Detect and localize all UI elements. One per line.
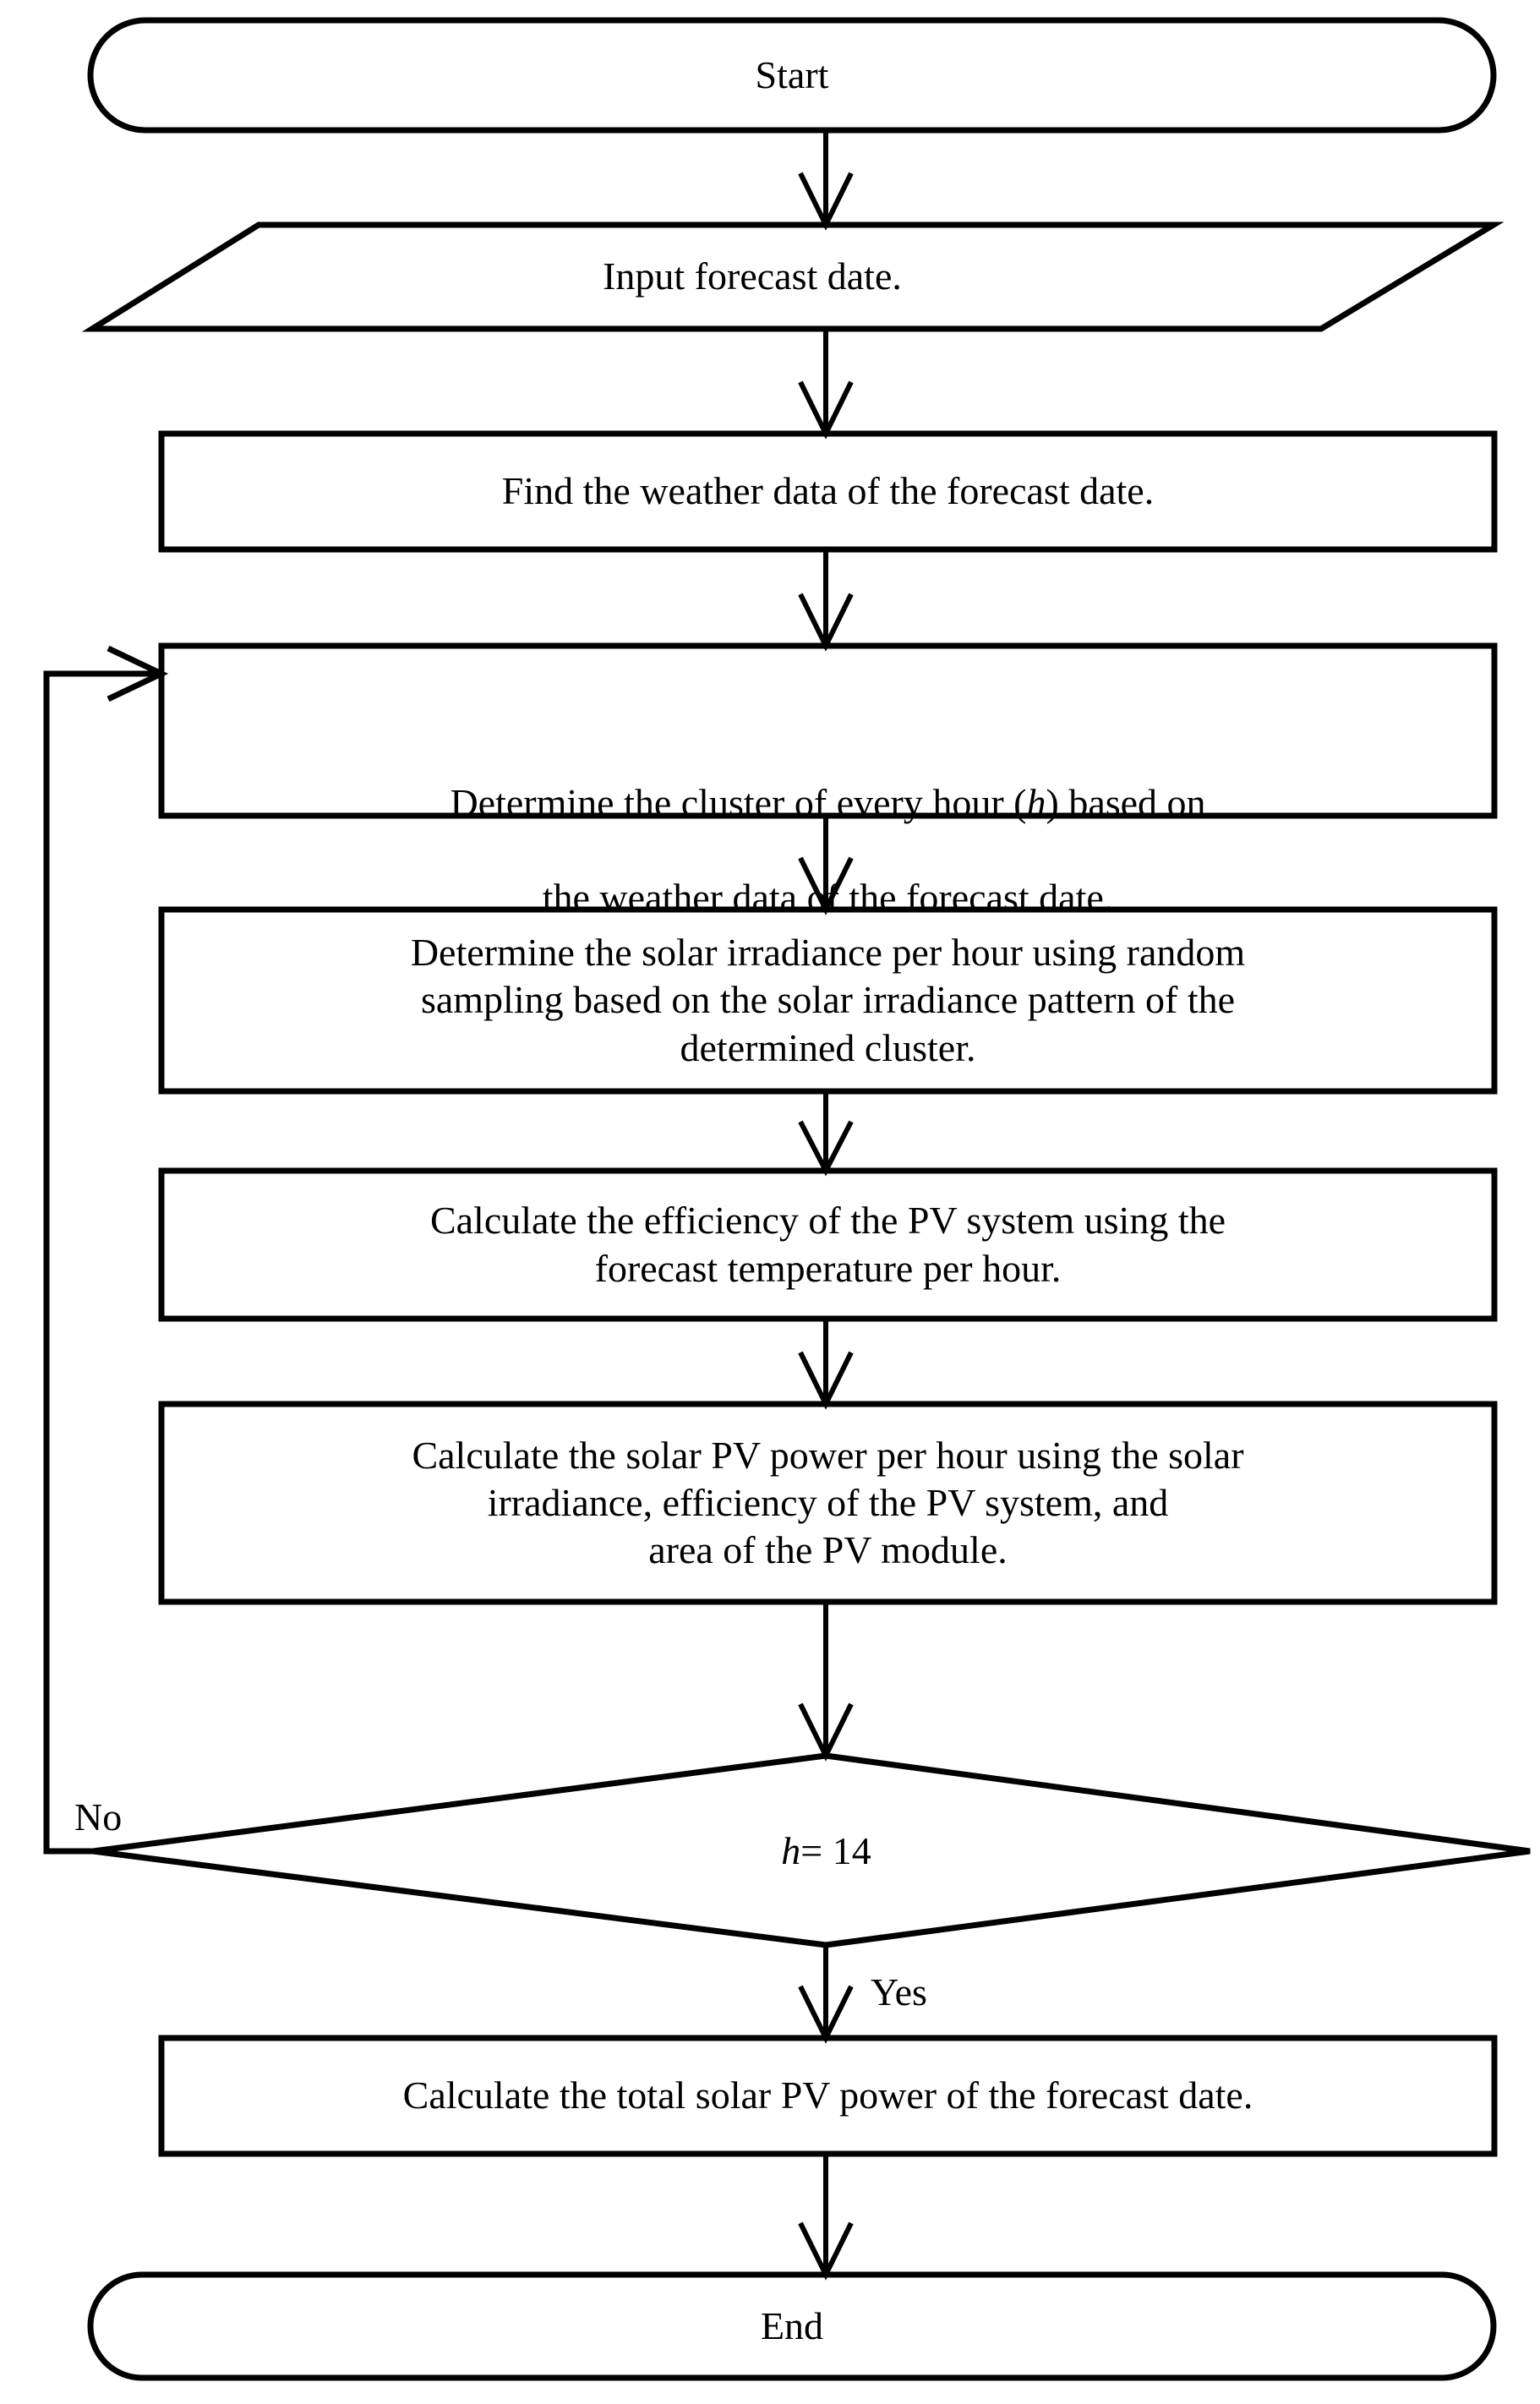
calculate-pv-power-node-shape[interactable] [161,1404,1494,1602]
connector-decision-yes-to-calculate-total [800,1945,851,2038]
input-node-shape[interactable] [92,225,1494,329]
end-node-label: End [760,2303,824,2347]
input-node-label: Input forecast date. [603,254,902,298]
calculate-efficiency-node-label: Calculate the efficiency of the PV system using the forecast temperature per hour. [429,1199,1226,1290]
connector-calculate-pv-power-to-decision [800,1602,851,1756]
end-node-shape[interactable] [90,2275,1494,2378]
determine-cluster-line1-part-a: Determine the cluster of every hour ( [450,781,1027,825]
calculate-efficiency-node-shape[interactable] [161,1171,1494,1319]
edge-label-yes: Yes [871,1970,927,2013]
edge-label-no: No [74,1795,123,1839]
determine-cluster-node-shape[interactable] [161,646,1494,816]
decision-node-shape[interactable] [93,1756,1530,1945]
connector-find-weather-to-determine-cluster [800,549,851,646]
find-weather-node-shape[interactable] [161,434,1494,549]
determine-irradiance-node-label: Determine the solar irradiance per hour using random sampling based on the solar irradiance pattern of the determined cluster. [410,931,1246,1069]
decision-variable-h: h [781,1828,801,1872]
determine-cluster-line1-part-b: ) based on [1046,781,1206,825]
find-weather-node-label: Find the weather data of the forecast date. [501,469,1155,513]
determine-cluster-variable-h: h [1026,781,1046,825]
connector-decision-no-loop [46,648,161,1851]
calculate-total-node-shape[interactable] [161,2038,1494,2154]
determine-cluster-line2: the weather data of the forecast date. [542,876,1114,920]
connector-calculate-efficiency-to-calculate-pv-power [800,1319,851,1404]
decision-expression: = 14 [800,1828,871,1872]
connector-determine-irradiance-to-calculate-efficiency [800,1091,851,1171]
calculate-pv-power-node-label: Calculate the solar PV power per hour using the solar irradiance, efficiency of the PV system, and area of the PV module. [412,1433,1244,1572]
connector-determine-cluster-to-determine-irradiance [800,816,851,910]
start-node-shape[interactable] [90,20,1494,130]
connector-start-to-input [800,130,851,225]
calculate-total-node-label: Calculate the total solar PV power of the forecast date. [402,2073,1253,2117]
start-node-label: Start [755,52,829,96]
connector-calculate-total-to-end [800,2154,851,2275]
determine-irradiance-node-shape[interactable] [161,910,1494,1091]
connector-input-to-find-weather [800,329,851,434]
